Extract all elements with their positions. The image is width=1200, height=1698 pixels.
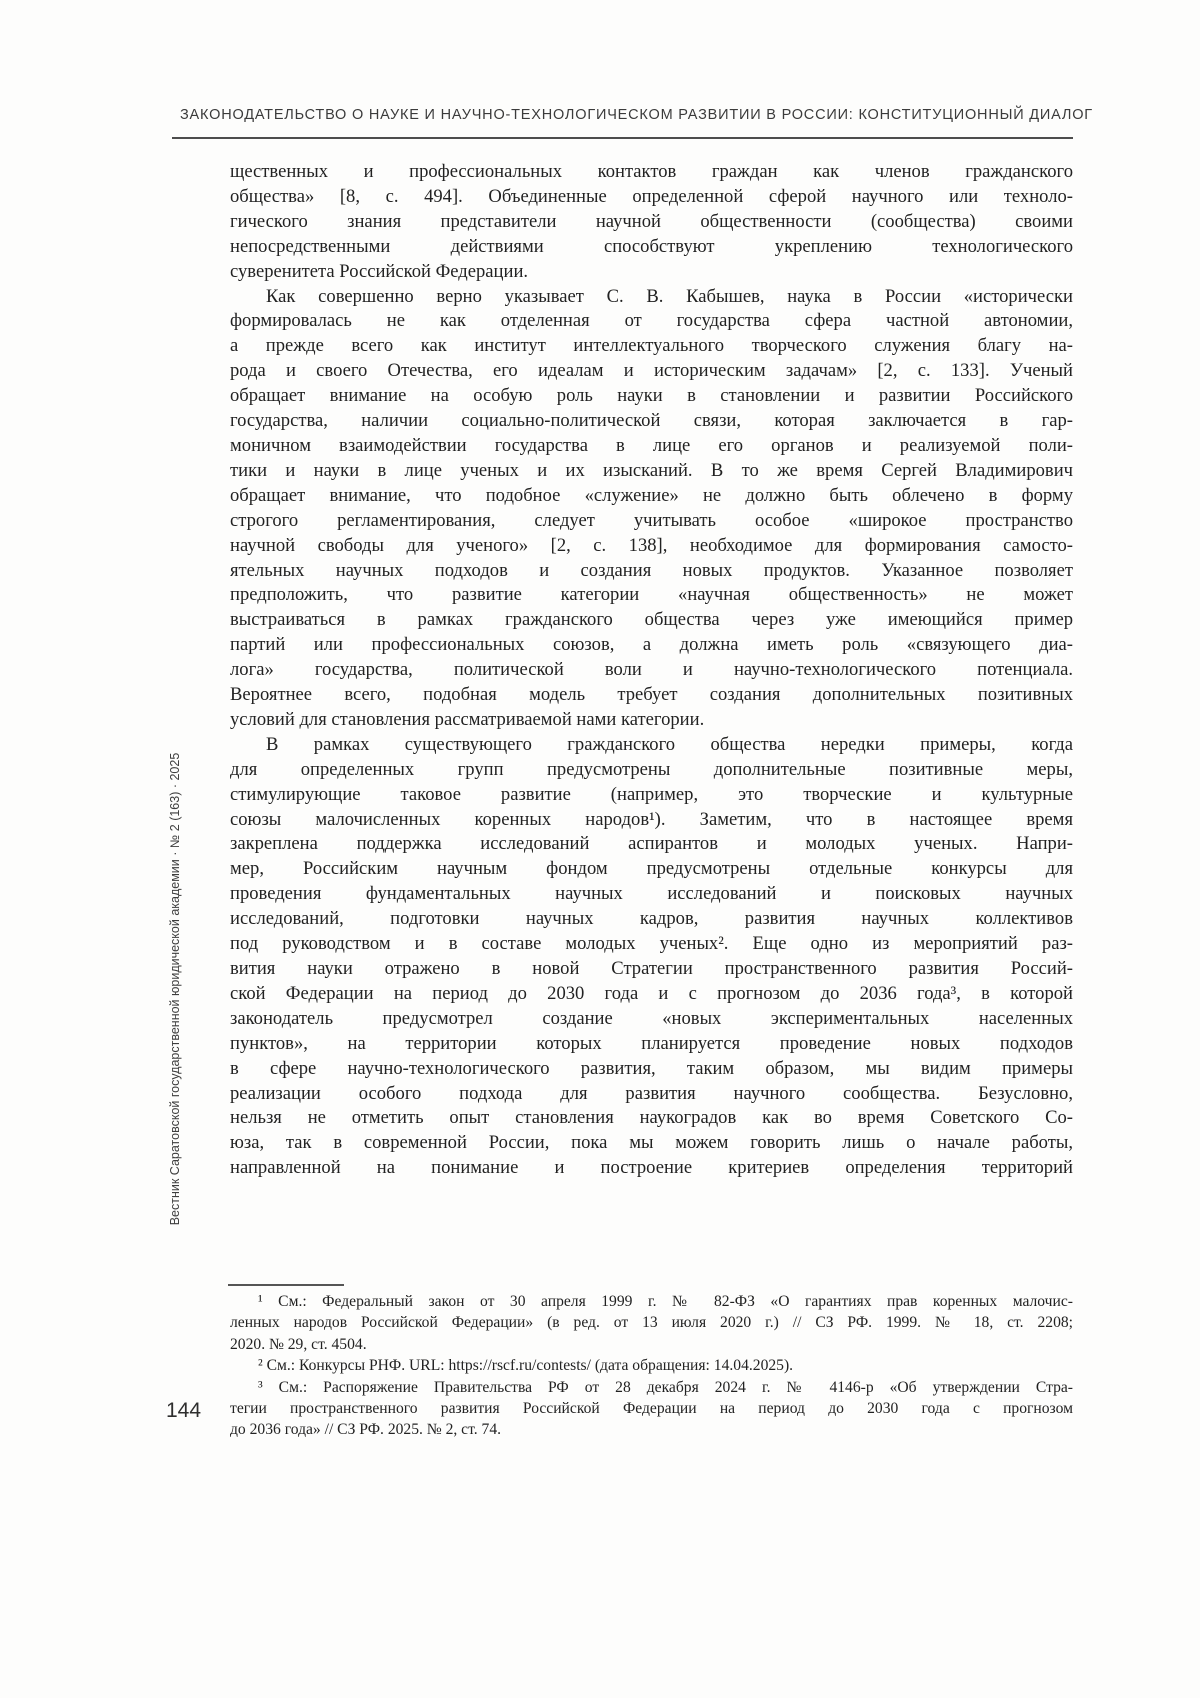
body-line: в сфере научно-технологического развития, таким образом, мы видим примеры bbox=[230, 1057, 1073, 1079]
body-line: а прежде всего как институт интеллектуального творческого служения благу на- bbox=[230, 335, 1073, 357]
paragraph bbox=[230, 733, 1073, 1181]
body-line: законодатель предусмотрел создание «новых экспериментальных населенных bbox=[230, 1007, 1073, 1029]
body-line: исследований, подготовки научных кадров, развития научных коллективов bbox=[230, 908, 1073, 930]
footnote-line: до 2036 года» // СЗ РФ. 2025. № 2, ст. 74. bbox=[230, 1421, 502, 1439]
body-line: лога» государства, политической воли и научно-технологического потенциала. bbox=[230, 659, 1073, 681]
body-line: обращает внимание, что подобное «служение» не должно быть облечено в форму bbox=[230, 484, 1073, 506]
body-line: выстраиваться в рамках гражданского общества через уже имеющийся пример bbox=[230, 609, 1073, 631]
body-line: предположить, что развитие категории «научная общественность» не может bbox=[230, 584, 1073, 606]
body-line: нельзя не отметить опыт становления наукоградов как во время Советского Со- bbox=[230, 1107, 1073, 1129]
body-line: суверенитета Российской Федерации. bbox=[230, 260, 529, 282]
body-line: вития науки отражено в новой Стратегии пространственного развития Россий- bbox=[230, 958, 1073, 979]
body-line: непосредственными действиями способствуют укреплению технологического bbox=[230, 235, 1073, 257]
footnote-line: ленных народов Российской Федерации» (в ред. от 13 июля 2020 г.) // СЗ РФ. 1999. № 18, ст. 2208; bbox=[230, 1314, 1073, 1332]
footnote-line: тегии пространственного развития Российской Федерации на период до 2030 года с прогнозом bbox=[230, 1400, 1073, 1418]
footnote-line: 2020. № 29, ст. 4504. bbox=[230, 1335, 367, 1353]
body-line: тики и науки в лице ученых и их изысканий. В то же время Сергей Владимирович bbox=[230, 459, 1073, 481]
running-head: ЗАКОНОДАТЕЛЬСТВО О НАУКЕ И НАУЧНО-ТЕХНОЛОГИЧЕСКОМ РАЗВИТИИ В РОССИИ: КОНСТИТУЦИОННЫЙ ДИАЛОГ bbox=[180, 107, 1093, 123]
paragraph bbox=[230, 285, 1073, 733]
body-line: обращает внимание на особую роль науки в становлении и развитии Российского bbox=[230, 385, 1073, 407]
body-line: условий для становления рассматриваемой нами категории. bbox=[230, 708, 705, 730]
body-line: щественных и профессиональных контактов граждан как членов гражданского bbox=[230, 161, 1073, 182]
body-line: союзы малочисленных коренных народов¹). Заметим, что в настоящее время bbox=[230, 808, 1073, 830]
body-line: Вероятнее всего, подобная модель требует создания дополнительных позитивных bbox=[230, 684, 1073, 706]
body-line: для определенных групп предусмотрены дополнительные позитивные меры, bbox=[230, 758, 1073, 780]
body-line: ской Федерации на период до 2030 года и с прогнозом до 2036 года³, в которой bbox=[230, 982, 1073, 1004]
paragraph bbox=[230, 1291, 1073, 1355]
paragraph bbox=[230, 160, 1073, 285]
header-rule bbox=[172, 137, 1073, 139]
body-line: рода и своего Отечества, его идеалам и историческим задачам» [2, с. 133]. Ученый bbox=[230, 360, 1073, 382]
footnote-line: ¹ См.: Федеральный закон от 30 апреля 1999 г. № 82-ФЗ «О гарантиях прав коренных малочис- bbox=[258, 1293, 1073, 1310]
body-line: закреплена поддержка исследований аспирантов и молодых ученых. Напри- bbox=[230, 833, 1073, 855]
body-line: реализации особого подхода для развития научного сообщества. Безусловно, bbox=[230, 1082, 1073, 1104]
body-line: пунктов», на территории которых планируется проведение новых подходов bbox=[230, 1032, 1073, 1054]
footnote-line: ³ См.: Распоряжение Правительства РФ от 28 декабря 2024 г. № 4146-р «Об утверждении Стра- bbox=[258, 1378, 1073, 1396]
body-line: юза, так в современной России, пока мы можем говорить лишь о начале работы, bbox=[230, 1132, 1073, 1154]
body-line: строгого регламентирования, следует учитывать особое «широкое пространство bbox=[230, 509, 1073, 531]
body-line: моничном взаимодействии государства в лице его органов и реализуемой поли- bbox=[230, 434, 1073, 456]
body-line: направленной на понимание и построение критериев определения территорий bbox=[230, 1157, 1073, 1179]
paragraph bbox=[230, 1377, 1073, 1441]
footnote-separator bbox=[228, 1284, 344, 1286]
article-body bbox=[230, 160, 1073, 1181]
body-line: ятельных научных подходов и создания новых продуктов. Указанное позволяет bbox=[230, 559, 1073, 581]
body-line: стимулирующие таковое развитие (например, это творческие и культурные bbox=[230, 783, 1073, 805]
footnote-line: ² См.: Конкурсы РНФ. URL: https://rscf.ru/contests/ (дата обращения: 14.04.2025). bbox=[258, 1357, 794, 1375]
body-line: мер, Российским научным фондом предусмотрены отдельные конкурсы для bbox=[230, 858, 1073, 880]
paragraph bbox=[230, 1355, 1073, 1376]
body-line: партий или профессиональных союзов, а должна иметь роль «связующего диа- bbox=[230, 634, 1073, 656]
body-line: научной свободы для ученого» [2, с. 138], необходимое для формирования самосто- bbox=[230, 534, 1073, 556]
body-line: общества» [8, с. 494]. Объединенные определенной сферой научного или техноло- bbox=[230, 185, 1073, 207]
footnotes-block bbox=[230, 1291, 1073, 1441]
body-line: проведения фундаментальных научных исследований и поисковых научных bbox=[230, 883, 1073, 905]
body-line: Как совершенно верно указывает С. В. Кабышев, наука в России «исторически bbox=[266, 285, 1073, 307]
body-line: формировалась не как отделенная от государства сфера частной автономии, bbox=[230, 310, 1073, 332]
body-line: под руководством и в составе молодых ученых². Еще одно из мероприятий раз- bbox=[230, 933, 1073, 955]
journal-sidebar-text: Вестник Саратовской государственной юридической академии · № 2 (163) · 2025 bbox=[168, 752, 182, 1226]
body-line: гического знания представители научной общественности (сообщества) своими bbox=[230, 210, 1073, 232]
body-line: В рамках существующего гражданского общества нередки примеры, когда bbox=[266, 733, 1073, 755]
page-number: 144 bbox=[166, 1399, 202, 1422]
body-line: государства, наличии социально-политической связи, которая заключается в гар- bbox=[230, 410, 1073, 432]
